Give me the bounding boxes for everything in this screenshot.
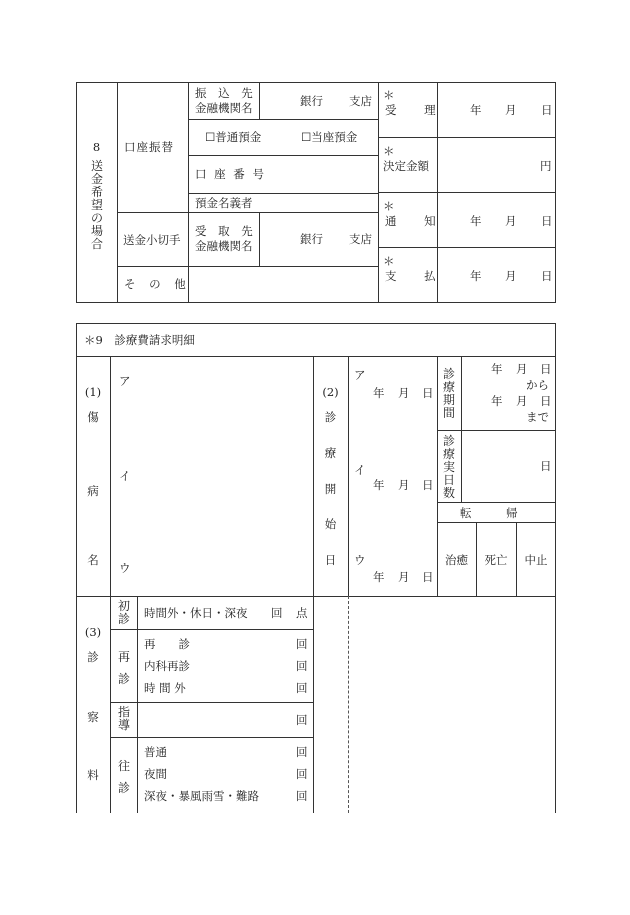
- revisit-row-3-times: 回: [296, 681, 308, 695]
- outcome-label: 転 帰: [460, 506, 518, 520]
- injury-number: (1): [84, 385, 102, 399]
- house-call-row-1-times: 回: [296, 745, 308, 759]
- outcome-stop: 中止: [524, 553, 548, 567]
- house-call-row-2: 夜間: [144, 767, 167, 781]
- period-from-month: 月: [516, 362, 528, 376]
- period-from-year: 年: [491, 362, 503, 376]
- yen-label: 円: [540, 159, 552, 173]
- start-item-i: イ: [354, 463, 366, 477]
- receipt-day: 日: [541, 103, 553, 117]
- star-notice: ＊: [383, 199, 395, 213]
- house-call-row-1: 普通: [144, 745, 167, 759]
- first-visit-label: 初診: [117, 599, 130, 626]
- injury-char-2: 病: [87, 484, 99, 498]
- revisit-row-1: 再 診: [144, 637, 190, 651]
- savings-normal-checkbox[interactable]: ☐普通預金: [205, 130, 262, 144]
- start-u-year: 年: [373, 570, 385, 584]
- outcome-cured: 治癒: [445, 553, 468, 567]
- first-visit-points: 点: [296, 606, 308, 620]
- actual-days-unit: 日: [540, 459, 552, 473]
- star-decision: ＊: [383, 144, 395, 158]
- start-item-u: ウ: [354, 553, 366, 567]
- section9-title: ＊9 診療費請求明細: [84, 333, 195, 347]
- fees-number: (3): [84, 625, 102, 639]
- period-from-day: 日: [540, 362, 552, 376]
- other-label: そ の 他: [124, 277, 191, 291]
- start-u-day: 日: [422, 570, 434, 584]
- account-transfer-label: 口座振替: [124, 140, 174, 154]
- house-call-label: 往診: [117, 759, 130, 795]
- payment-month: 月: [505, 269, 517, 283]
- house-call-row-3-times: 回: [296, 789, 308, 803]
- branch-label-2: 支店: [349, 232, 372, 246]
- period-to-day: 日: [540, 394, 552, 408]
- account-number-label: 口 座 番 号: [195, 167, 266, 181]
- receipt-label: 受 理: [385, 103, 436, 117]
- notice-month: 月: [505, 214, 517, 228]
- section8-label: 送金希望の場合: [90, 159, 103, 251]
- first-visit-row: 時間外・休日・深夜: [144, 606, 248, 620]
- house-call-row-2-times: 回: [296, 767, 308, 781]
- injury-char-1: 傷: [87, 410, 99, 424]
- revisit-row-2-times: 回: [296, 659, 308, 673]
- fees-char-1: 診: [87, 650, 99, 664]
- decision-label: 決定金額: [383, 159, 429, 173]
- start-u-month: 月: [398, 570, 410, 584]
- start-char-3: 開: [324, 482, 337, 496]
- revisit-label: 再診: [117, 650, 130, 686]
- actual-days-label: 診療実日数: [442, 434, 455, 500]
- fees-char-3: 料: [87, 768, 99, 782]
- bank-label: 銀行: [300, 94, 323, 108]
- payment-label: 支 払: [385, 269, 436, 283]
- injury-char-3: 名: [87, 553, 99, 567]
- period-to-year: 年: [491, 394, 503, 408]
- guidance-label: 指導: [117, 705, 130, 732]
- revisit-row-3: 時 間 外: [144, 681, 186, 695]
- payment-day: 日: [541, 269, 553, 283]
- period-from-label: から: [526, 378, 549, 392]
- receipt-year: 年: [470, 103, 482, 117]
- savings-current-checkbox[interactable]: ☐当座預金: [301, 130, 358, 144]
- revisit-row-1-times: 回: [296, 637, 308, 651]
- payment-year: 年: [470, 269, 482, 283]
- guidance-times: 回: [296, 713, 308, 727]
- star-payment: ＊: [383, 254, 395, 268]
- transfer-dest-line1: 振 込 先: [195, 86, 257, 100]
- first-visit-times: 回: [271, 606, 283, 620]
- start-a-month: 月: [398, 386, 410, 400]
- period-until-label: まで: [526, 410, 549, 424]
- start-i-month: 月: [398, 478, 410, 492]
- bank-label-2: 銀行: [300, 232, 323, 246]
- notice-label: 通 知: [385, 214, 436, 228]
- injury-item-a: ア: [119, 374, 131, 388]
- start-char-2: 療: [324, 446, 337, 460]
- account-holder-label: 預金名義者: [195, 196, 253, 210]
- star-receipt: ＊: [383, 88, 395, 102]
- start-char-1: 診: [324, 410, 337, 424]
- start-item-a: ア: [354, 368, 366, 382]
- revisit-row-2: 内科再診: [144, 659, 190, 673]
- fees-char-2: 察: [87, 710, 99, 724]
- recv-dest-line2: 金融機関名: [195, 239, 253, 253]
- start-number: (2): [322, 385, 339, 399]
- section8-number: 8: [92, 140, 101, 154]
- house-call-row-3: 深夜・暴風雨雪・難路: [144, 789, 259, 803]
- period-label: 診療期間: [442, 367, 455, 420]
- start-char-5: 日: [324, 553, 337, 567]
- notice-year: 年: [470, 214, 482, 228]
- branch-label: 支店: [349, 94, 372, 108]
- start-char-4: 始: [324, 517, 337, 531]
- receipt-month: 月: [505, 103, 517, 117]
- period-to-month: 月: [516, 394, 528, 408]
- injury-item-u: ウ: [119, 561, 131, 575]
- outcome-death: 死亡: [484, 553, 508, 567]
- start-a-year: 年: [373, 386, 385, 400]
- injury-item-i: イ: [119, 469, 131, 483]
- recv-dest-line1: 受 取 先: [195, 224, 257, 238]
- remittance-check-label: 送金小切手: [123, 233, 181, 247]
- start-a-day: 日: [422, 386, 434, 400]
- notice-day: 日: [541, 214, 553, 228]
- start-i-day: 日: [422, 478, 434, 492]
- start-i-year: 年: [373, 478, 385, 492]
- transfer-dest-line2: 金融機関名: [195, 101, 253, 115]
